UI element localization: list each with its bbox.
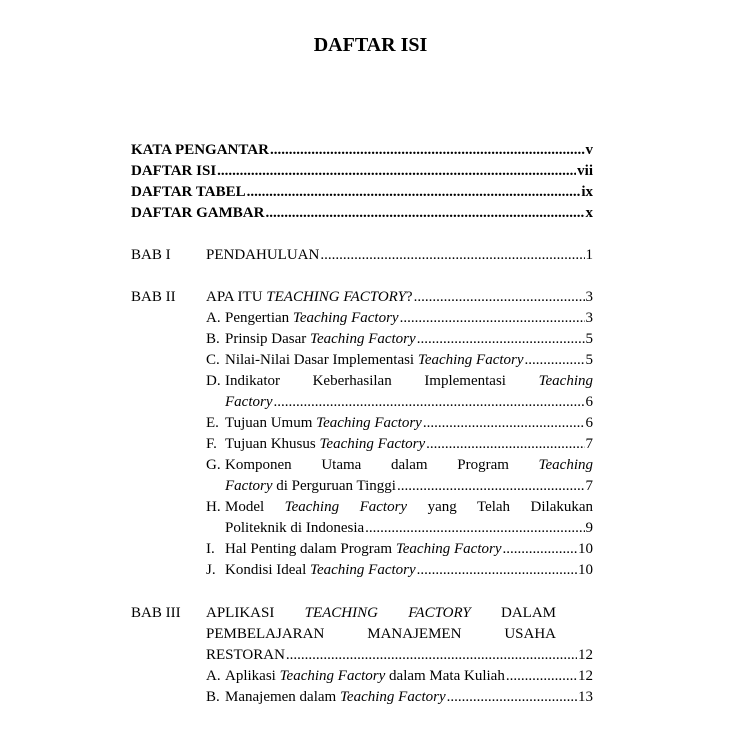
section-italic: Teaching xyxy=(538,373,594,389)
toc-entry-chapter-title[interactable] xyxy=(206,245,593,266)
toc-section-a[interactable] xyxy=(206,666,593,687)
dot-leader xyxy=(286,645,577,666)
section-title xyxy=(225,539,502,560)
dot-leader xyxy=(270,140,585,161)
section-title xyxy=(225,350,524,371)
section-text: Tujuan Umum xyxy=(225,415,317,431)
section-italic: Factory xyxy=(225,394,273,410)
title-text: APA ITU xyxy=(206,289,267,305)
dot-leader xyxy=(397,476,585,497)
section-title-line-1 xyxy=(225,371,593,392)
section-letter: J. xyxy=(206,562,216,578)
toc-page-number: 6 xyxy=(585,415,593,431)
toc-entry-daftar-isi[interactable] xyxy=(131,161,593,182)
section-title xyxy=(225,560,416,581)
toc-section-e[interactable] xyxy=(206,413,593,434)
section-text: Aplikasi xyxy=(225,668,280,684)
toc-entry-kata-pengantar[interactable] xyxy=(131,140,593,161)
section-letter: B. xyxy=(206,689,220,705)
section-italic: Teaching Factory xyxy=(284,499,408,515)
section-letter: C. xyxy=(206,352,220,368)
toc-section-d[interactable] xyxy=(206,371,593,413)
toc-section-a[interactable] xyxy=(206,308,593,329)
chapter-title-line-1 xyxy=(206,603,556,624)
word: Dilakukan xyxy=(530,499,594,515)
word: Program xyxy=(457,457,509,473)
section-letter: E. xyxy=(206,415,219,431)
dot-leader xyxy=(247,182,581,203)
dot-leader xyxy=(417,329,585,350)
toc-page-number: 9 xyxy=(585,520,593,536)
word: Keberhasilan xyxy=(312,373,392,389)
toc-page-number: 12 xyxy=(578,647,593,663)
toc-page-number: 13 xyxy=(578,689,593,705)
toc-entry-label: KATA PENGANTAR xyxy=(131,142,269,158)
section-text: Hal Penting dalam Program xyxy=(225,541,396,557)
section-title xyxy=(225,413,422,434)
section-italic: Teaching Factory xyxy=(395,541,502,557)
toc-entry-chapter-title[interactable] xyxy=(206,603,593,666)
dot-leader xyxy=(426,434,584,455)
toc-entry-daftar-tabel[interactable] xyxy=(131,182,593,203)
section-letter: I. xyxy=(206,541,215,557)
chapter-label: BAB I xyxy=(131,247,171,263)
chapter-title xyxy=(206,287,413,308)
front-matter-list xyxy=(131,140,593,224)
dot-leader xyxy=(320,245,584,266)
toc-section-j[interactable] xyxy=(206,560,593,581)
chapter-label: BAB III xyxy=(131,605,181,621)
dot-leader xyxy=(417,560,577,581)
section-title-line-2 xyxy=(225,476,396,497)
toc-page-number: 7 xyxy=(585,478,593,494)
toc-section-f[interactable] xyxy=(206,434,593,455)
section-title xyxy=(225,666,505,687)
section-italic: Teaching Factory xyxy=(319,436,426,452)
dot-leader xyxy=(273,392,584,413)
section-letter: G. xyxy=(206,457,221,473)
toc-page-number: x xyxy=(585,205,593,221)
chapter-title: PENDAHULUAN xyxy=(206,247,320,263)
section-letter: D. xyxy=(206,373,221,389)
title-italic: TEACHING FACTORY xyxy=(266,289,406,305)
dot-leader xyxy=(423,413,585,434)
word: PEMBELAJARAN xyxy=(206,626,325,642)
word: APLIKASI xyxy=(206,605,275,621)
toc-page-number: vii xyxy=(577,163,593,179)
word: Indikator xyxy=(225,373,280,389)
toc-page-number: 6 xyxy=(585,394,593,410)
section-text: Manajemen dalam xyxy=(225,689,340,705)
section-title-line-2 xyxy=(225,392,272,413)
section-text: Prinsip Dasar xyxy=(225,331,310,347)
chapter-title-line-2 xyxy=(206,624,556,645)
section-letter: F. xyxy=(206,436,217,452)
dot-leader xyxy=(365,518,584,539)
section-title-line-1 xyxy=(225,455,593,476)
word: USAHA xyxy=(504,626,556,642)
title-italic: TEACHING FACTORY xyxy=(304,605,471,621)
section-title xyxy=(225,329,416,350)
section-italic: Teaching Factory xyxy=(279,668,386,684)
dot-leader xyxy=(400,308,585,329)
chapter-label: BAB II xyxy=(131,289,176,305)
toc-section-i[interactable] xyxy=(206,539,593,560)
toc-page-number: 5 xyxy=(585,331,593,347)
section-text: Nilai-Nilai Dasar Implementasi xyxy=(225,352,418,368)
section-text: Kondisi Ideal xyxy=(225,562,310,578)
section-italic: Teaching Factory xyxy=(316,415,422,431)
section-letter: A. xyxy=(206,310,221,326)
toc-page-number: 5 xyxy=(585,352,593,368)
section-italic: Factory xyxy=(225,478,273,494)
toc-page-number: 10 xyxy=(578,541,593,557)
section-title xyxy=(225,687,446,708)
toc-entry-chapter-title[interactable] xyxy=(206,287,593,308)
dot-leader xyxy=(525,350,585,371)
toc-section-h[interactable] xyxy=(206,497,593,539)
word: Utama xyxy=(321,457,362,473)
section-title-line-1 xyxy=(225,497,593,518)
toc-section-g[interactable] xyxy=(206,455,593,497)
section-title-line-2: Politeknik di Indonesia xyxy=(225,520,365,536)
section-italic: Teaching Factory xyxy=(339,689,446,705)
toc-page-number: v xyxy=(585,142,593,158)
section-letter: H. xyxy=(206,499,221,515)
toc-section-b[interactable] xyxy=(206,329,593,350)
word: DALAM xyxy=(501,605,557,621)
word: yang xyxy=(427,499,457,515)
section-italic: Teaching Factory xyxy=(309,562,416,578)
section-text: Pengertian xyxy=(225,310,293,326)
word: Komponen xyxy=(225,457,292,473)
toc-page-number: 1 xyxy=(585,247,593,263)
toc-page-number: 7 xyxy=(585,436,593,452)
page-title: DAFTAR ISI xyxy=(313,34,428,56)
toc-section-c[interactable] xyxy=(206,350,593,371)
section-text: di Perguruan Tinggi xyxy=(272,478,396,494)
toc-page-number: 3 xyxy=(585,310,593,326)
toc-page-number: 3 xyxy=(585,289,593,305)
section-italic: Teaching Factory xyxy=(310,331,416,347)
title-suffix: ? xyxy=(405,289,413,305)
toc-section-b[interactable] xyxy=(206,687,593,708)
section-italic: Teaching Factory xyxy=(292,310,399,326)
dot-leader xyxy=(265,203,584,224)
word: MANAJEMEN xyxy=(367,626,462,642)
word: Telah xyxy=(476,499,511,515)
toc-page-number: 10 xyxy=(578,562,593,578)
section-italic: Teaching xyxy=(538,457,593,473)
section-letter: B. xyxy=(206,331,220,347)
section-text: Tujuan Khusus xyxy=(225,436,320,452)
dot-leader xyxy=(447,687,577,708)
word: dalam xyxy=(390,457,428,473)
toc-page-number: 12 xyxy=(578,668,593,684)
word: Implementasi xyxy=(424,373,506,389)
section-text: dalam Mata Kuliah xyxy=(385,668,505,684)
toc-entry-label: DAFTAR TABEL xyxy=(131,184,246,200)
toc-entry-daftar-gambar[interactable] xyxy=(131,203,593,224)
dot-leader xyxy=(506,666,577,687)
toc-entry-label: DAFTAR GAMBAR xyxy=(131,205,265,221)
dot-leader xyxy=(503,539,578,560)
chapter-title-line-3: RESTORAN xyxy=(206,647,285,663)
word: Model xyxy=(225,499,265,515)
section-letter: A. xyxy=(206,668,221,684)
toc-entry-label: DAFTAR ISI xyxy=(131,163,217,179)
section-italic: Teaching Factory xyxy=(417,352,524,368)
section-title xyxy=(225,308,399,329)
dot-leader xyxy=(217,161,576,182)
toc-page-number: ix xyxy=(581,184,593,200)
section-title xyxy=(225,434,425,455)
dot-leader xyxy=(414,287,585,308)
